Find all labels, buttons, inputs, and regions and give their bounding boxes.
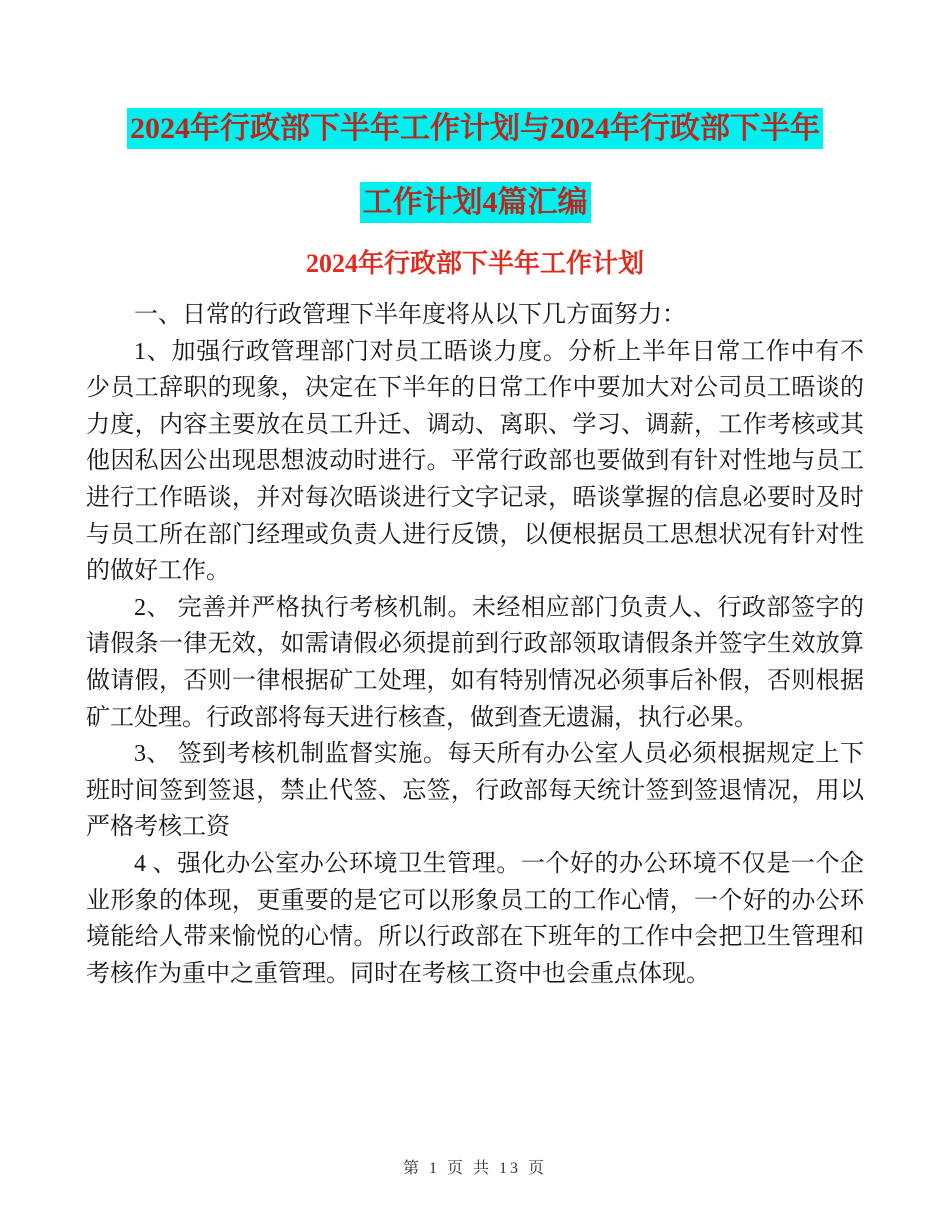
paragraph-item-1: 1、加强行政管理部门对员工晤谈力度。分析上半年日常工作中有不少员工辞职的现象，决定在下半年的日常工作中要加大对公司员工晤谈的力度，内容主要放在员工升迁、调动、离职、学习、调薪，工作考核或其他因私因公出现思想波动时进行。平常行政部也要做到有针对性地与员工进行工作晤谈，并对每次晤谈进行文字记录，晤谈掌握的信息必要时及时与员工所在部门经理或负责人进行反馈，以便根据员工思想状况有针对性的做好工作。 [86,338,864,585]
paragraph-item-2: 2、 完善并严格执行考核机制。未经相应部门负责人、行政部签字的请假条一律无效，如需请假必须提前到行政部领取请假条并签字生效放算做请假，否则一律根据矿工处理，如有特别情况必须事后补假，否则根据矿工处理。行政部将每天进行核查，做到查无遗漏，执行必果。 [86,594,864,731]
section-title: 2024年行政部下半年工作计划 [305,249,644,278]
paragraph-item-4: 4 、强化办公室办公环境卫生管理。一个好的办公环境不仅是一个企业形象的体现，更重要的是它可以形象员工的工作心情，一个好的办公环境能给人带来愉悦的心情。所以行政部在下班年的工作中会把卫生管理和考核作为重中之重管理。同时在考核工资中也会重点体现。 [86,850,864,987]
paragraph-item-3: 3、 签到考核机制监督实施。每天所有办公室人员必须根据规定上下班时间签到签退，禁止代签、忘签，行政部每天统计签到签退情况，用以严格考核工资 [86,741,864,841]
highlighted-title-text-1: 2024年行政部下半年工作计划与2024年行政部下半年 [127,108,823,149]
document-body [0,297,950,992]
paragraph-intro: 一、日常的行政管理下半年度将从以下几方面努力： [134,302,686,328]
page-footer [0,1155,950,1178]
document-title-line-1 [0,92,950,166]
document-title [0,92,950,240]
highlighted-title-text-2: 工作计划4篇汇编 [360,182,591,223]
page-number-label: 第 1 页 共 13 页 [402,1160,547,1177]
document-title-line-2 [0,166,950,240]
